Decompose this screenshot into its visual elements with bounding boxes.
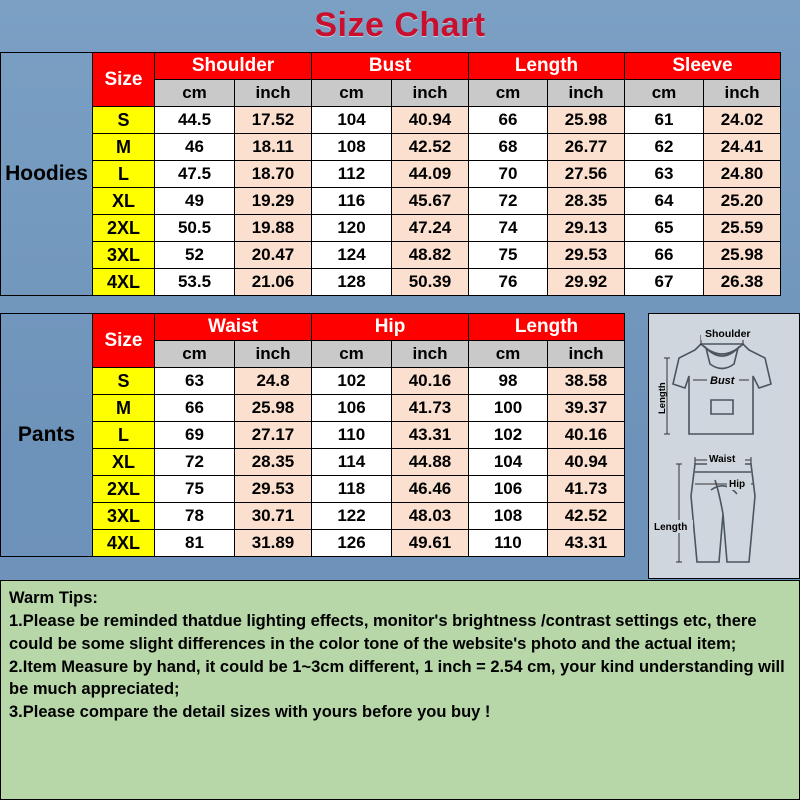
cell-value: 27.56 <box>548 161 625 188</box>
cell-value: 24.80 <box>704 161 781 188</box>
cell-value: 31.89 <box>235 530 312 557</box>
hoodies-unit-sleeve-inch: inch <box>704 80 781 107</box>
hoodies-group-length: Length <box>469 53 625 80</box>
measurement-diagram <box>649 314 799 578</box>
cell-value: 65 <box>625 215 704 242</box>
label-length-top: Length <box>657 382 668 414</box>
cell-value: 66 <box>155 395 235 422</box>
pants-unit-length-cm: cm <box>469 341 548 368</box>
hoodies-group-header-row <box>1 53 781 80</box>
cell-value: 24.02 <box>704 107 781 134</box>
cell-value: 26.38 <box>704 269 781 296</box>
cell-value: 30.71 <box>235 503 312 530</box>
hoodies-size-header: Size <box>93 53 155 107</box>
cell-value: 41.73 <box>548 476 625 503</box>
hoodies-unit-bust-cm: cm <box>312 80 392 107</box>
pants-unit-length-inch: inch <box>548 341 625 368</box>
cell-value: 110 <box>312 422 392 449</box>
cell-value: 69 <box>155 422 235 449</box>
hoodies-unit-length-inch: inch <box>548 80 625 107</box>
cell-value: 48.03 <box>392 503 469 530</box>
cell-value: 25.98 <box>704 242 781 269</box>
cell-value: 75 <box>469 242 548 269</box>
hoodies-group-shoulder: Shoulder <box>155 53 312 80</box>
cell-value: 28.35 <box>548 188 625 215</box>
cell-value: 45.67 <box>392 188 469 215</box>
cell-value: 46.46 <box>392 476 469 503</box>
hoodies-group-bust: Bust <box>312 53 469 80</box>
cell-value: 47.24 <box>392 215 469 242</box>
cell-value: 102 <box>312 368 392 395</box>
pants-unit-waist-cm: cm <box>155 341 235 368</box>
hoodies-unit-sleeve-cm: cm <box>625 80 704 107</box>
cell-value: 44.88 <box>392 449 469 476</box>
cell-value: 104 <box>469 449 548 476</box>
page-title: Size Chart <box>314 6 486 44</box>
cell-value: 40.16 <box>392 368 469 395</box>
table-row <box>1 188 781 215</box>
cell-value: 106 <box>312 395 392 422</box>
cell-value: 126 <box>312 530 392 557</box>
cell-value: 120 <box>312 215 392 242</box>
cell-value: 116 <box>312 188 392 215</box>
warm-tips-line-2: 2.Item Measure by hand, it could be 1~3cm different, 1 inch = 2.54 cm, your kind understanding will be much appreciated; <box>9 657 785 699</box>
hoodies-unit-shoulder-inch: inch <box>235 80 312 107</box>
label-length-bottom: Length <box>654 522 688 533</box>
cell-value: 41.73 <box>392 395 469 422</box>
cell-value: 104 <box>312 107 392 134</box>
cell-value: 28.35 <box>235 449 312 476</box>
hoodies-unit-length-cm: cm <box>469 80 548 107</box>
pants-unit-hip-cm: cm <box>312 341 392 368</box>
table-row <box>1 134 781 161</box>
cell-value: 70 <box>469 161 548 188</box>
cell-value: 44.5 <box>155 107 235 134</box>
cell-value: 122 <box>312 503 392 530</box>
cell-value: 18.70 <box>235 161 312 188</box>
cell-value: 63 <box>625 161 704 188</box>
pants-table <box>0 313 625 557</box>
hoodies-size-s: S <box>93 107 155 134</box>
cell-value: 72 <box>155 449 235 476</box>
cell-value: 40.94 <box>548 449 625 476</box>
cell-value: 19.88 <box>235 215 312 242</box>
cell-value: 102 <box>469 422 548 449</box>
label-shoulder: Shoulder <box>705 328 751 340</box>
cell-value: 43.31 <box>392 422 469 449</box>
pants-unit-hip-inch: inch <box>392 341 469 368</box>
cell-value: 128 <box>312 269 392 296</box>
pants-unit-waist-inch: inch <box>235 341 312 368</box>
hoodies-size-3xl: 3XL <box>93 242 155 269</box>
hoodies-unit-shoulder-cm: cm <box>155 80 235 107</box>
hoodies-size-l: L <box>93 161 155 188</box>
cell-value: 114 <box>312 449 392 476</box>
hoodies-group-sleeve: Sleeve <box>625 53 781 80</box>
measurement-diagram-panel <box>648 313 800 579</box>
cell-value: 24.8 <box>235 368 312 395</box>
hoodies-table <box>0 52 781 296</box>
cell-value: 39.37 <box>548 395 625 422</box>
table-row <box>1 368 625 395</box>
pants-group-hip: Hip <box>312 314 469 341</box>
pants-group-waist: Waist <box>155 314 312 341</box>
cell-value: 106 <box>469 476 548 503</box>
cell-value: 46 <box>155 134 235 161</box>
cell-value: 81 <box>155 530 235 557</box>
pants-size-l: L <box>93 422 155 449</box>
cell-value: 78 <box>155 503 235 530</box>
pants-group-header-row <box>1 314 625 341</box>
cell-value: 47.5 <box>155 161 235 188</box>
cell-value: 67 <box>625 269 704 296</box>
cell-value: 112 <box>312 161 392 188</box>
cell-value: 19.29 <box>235 188 312 215</box>
category-label-hoodies: Hoodies <box>1 53 93 296</box>
cell-value: 74 <box>469 215 548 242</box>
pants-section <box>0 313 625 557</box>
cell-value: 27.17 <box>235 422 312 449</box>
cell-value: 29.53 <box>235 476 312 503</box>
hoodies-section <box>0 52 781 296</box>
pants-size-header: Size <box>93 314 155 368</box>
label-waist: Waist <box>709 454 736 465</box>
cell-value: 29.13 <box>548 215 625 242</box>
cell-value: 61 <box>625 107 704 134</box>
cell-value: 50.39 <box>392 269 469 296</box>
cell-value: 21.06 <box>235 269 312 296</box>
cell-value: 18.11 <box>235 134 312 161</box>
category-label-pants: Pants <box>1 314 93 557</box>
table-row <box>1 422 625 449</box>
cell-value: 50.5 <box>155 215 235 242</box>
table-row <box>1 503 625 530</box>
cell-value: 68 <box>469 134 548 161</box>
cell-value: 25.59 <box>704 215 781 242</box>
pants-size-4xl: 4XL <box>93 530 155 557</box>
cell-value: 49.61 <box>392 530 469 557</box>
cell-value: 24.41 <box>704 134 781 161</box>
cell-value: 66 <box>625 242 704 269</box>
hoodies-size-m: M <box>93 134 155 161</box>
cell-value: 29.92 <box>548 269 625 296</box>
table-row <box>1 161 781 188</box>
cell-value: 43.31 <box>548 530 625 557</box>
cell-value: 62 <box>625 134 704 161</box>
cell-value: 42.52 <box>548 503 625 530</box>
cell-value: 63 <box>155 368 235 395</box>
pants-size-3xl: 3XL <box>93 503 155 530</box>
cell-value: 75 <box>155 476 235 503</box>
cell-value: 124 <box>312 242 392 269</box>
cell-value: 48.82 <box>392 242 469 269</box>
table-row <box>1 530 625 557</box>
cell-value: 118 <box>312 476 392 503</box>
pants-size-xl: XL <box>93 449 155 476</box>
cell-value: 108 <box>469 503 548 530</box>
cell-value: 42.52 <box>392 134 469 161</box>
cell-value: 20.47 <box>235 242 312 269</box>
warm-tips-heading: Warm Tips: <box>9 589 98 607</box>
cell-value: 53.5 <box>155 269 235 296</box>
warm-tips-line-3: 3.Please compare the detail sizes with yours before you buy ! <box>9 703 491 722</box>
cell-value: 25.98 <box>235 395 312 422</box>
cell-value: 52 <box>155 242 235 269</box>
hoodies-size-xl: XL <box>93 188 155 215</box>
cell-value: 66 <box>469 107 548 134</box>
hoodies-size-4xl: 4XL <box>93 269 155 296</box>
hoodies-size-2xl: 2XL <box>93 215 155 242</box>
label-hip: Hip <box>729 479 746 490</box>
cell-value: 29.53 <box>548 242 625 269</box>
cell-value: 38.58 <box>548 368 625 395</box>
table-row <box>1 107 781 134</box>
pants-group-length: Length <box>469 314 625 341</box>
cell-value: 98 <box>469 368 548 395</box>
cell-value: 76 <box>469 269 548 296</box>
warm-tips-box <box>0 580 800 800</box>
table-row <box>1 449 625 476</box>
table-row <box>1 476 625 503</box>
hoodies-unit-bust-inch: inch <box>392 80 469 107</box>
cell-value: 49 <box>155 188 235 215</box>
label-bust: Bust <box>710 375 735 387</box>
cell-value: 44.09 <box>392 161 469 188</box>
cell-value: 40.16 <box>548 422 625 449</box>
table-row <box>1 215 781 242</box>
pants-size-s: S <box>93 368 155 395</box>
warm-tips-line-1: 1.Please be reminded thatdue lighting effects, monitor's brightness /contrast settings etc, there could be some slight differences in the color tone of the website's photo and the actual item; <box>9 612 757 653</box>
table-row <box>1 395 625 422</box>
cell-value: 72 <box>469 188 548 215</box>
cell-value: 25.20 <box>704 188 781 215</box>
cell-value: 25.98 <box>548 107 625 134</box>
cell-value: 110 <box>469 530 548 557</box>
table-row <box>1 242 781 269</box>
pants-size-2xl: 2XL <box>93 476 155 503</box>
pants-size-m: M <box>93 395 155 422</box>
table-row <box>1 269 781 296</box>
cell-value: 40.94 <box>392 107 469 134</box>
cell-value: 17.52 <box>235 107 312 134</box>
cell-value: 26.77 <box>548 134 625 161</box>
cell-value: 108 <box>312 134 392 161</box>
cell-value: 64 <box>625 188 704 215</box>
cell-value: 100 <box>469 395 548 422</box>
